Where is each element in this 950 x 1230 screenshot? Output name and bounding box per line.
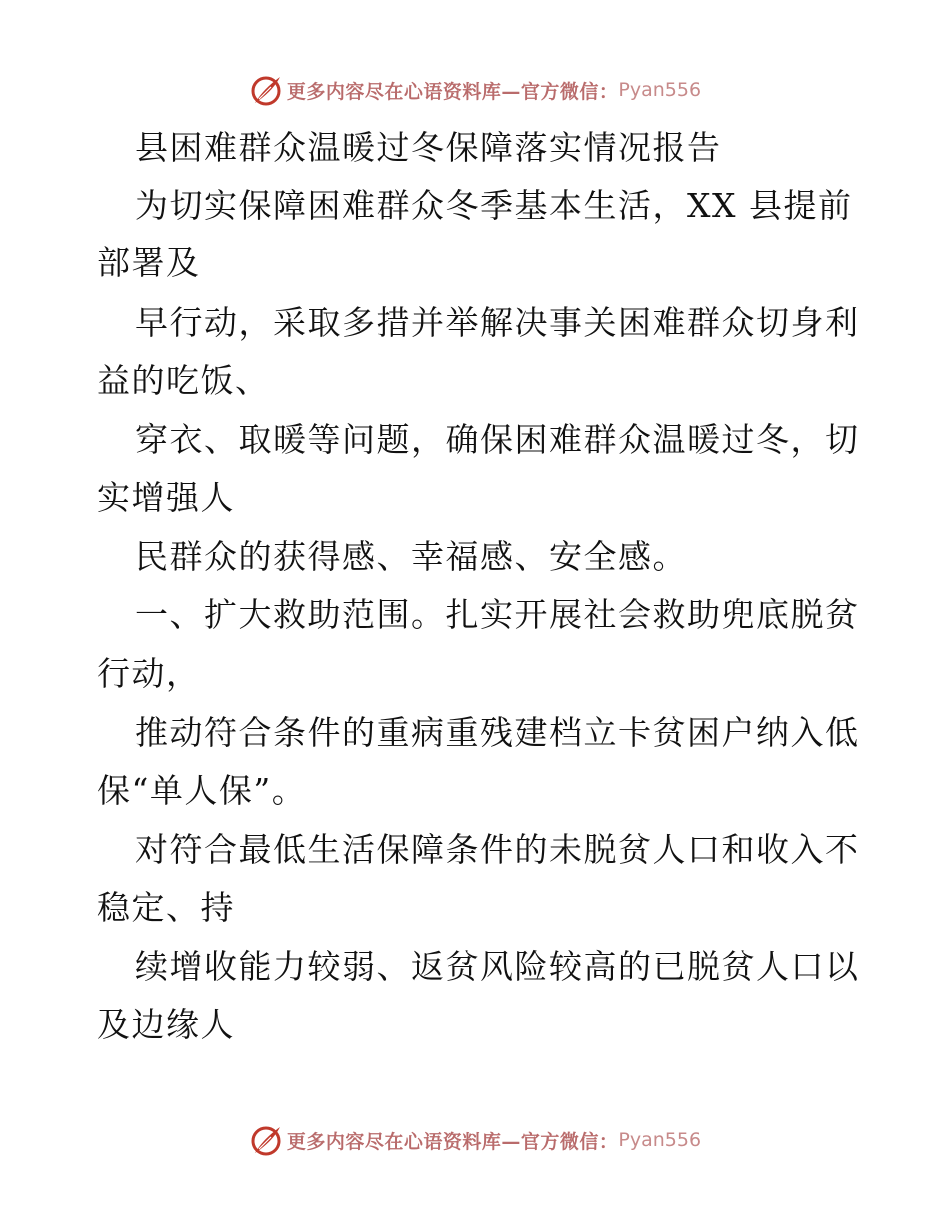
footer-banner <box>0 1120 950 1160</box>
paragraph-line: 部署及 <box>97 243 201 282</box>
paragraph-line: 益的吃饭、 <box>97 361 270 400</box>
header-wechat-id: Pyan556 <box>618 79 702 101</box>
header-banner <box>0 70 950 110</box>
red-quill-logo-icon <box>249 73 283 107</box>
red-quill-logo-icon <box>249 1123 283 1157</box>
section-heading-line: 一、扩大救助范围。扎实开展社会救助兜底脱贫 <box>135 595 860 634</box>
paragraph-line: 及边缘人 <box>97 1005 235 1044</box>
paragraph-line: 实增强人 <box>97 478 235 517</box>
document-title: 县困难群众温暖过冬保障落实情况报告 <box>135 128 722 167</box>
paragraph-line: 续增收能力较弱、返贫风险较高的已脱贫人口以 <box>135 947 860 986</box>
paragraph-line: 早行动，采取多措并举解决事关困难群众切身利 <box>135 303 860 342</box>
paragraph-line: 民群众的获得感、幸福感、安全感。 <box>135 537 687 576</box>
header-banner-text: 更多内容尽在心语资料库—官方微信： <box>286 80 619 103</box>
footer-banner-text: 更多内容尽在心语资料库—官方微信： <box>286 1130 619 1153</box>
paragraph-line: 推动符合条件的重病重残建档立卡贫困户纳入低 <box>135 713 860 752</box>
footer-banner-content <box>249 1123 701 1157</box>
paragraph-line: 对符合最低生活保障条件的未脱贫人口和收入不 <box>135 830 860 869</box>
footer-wechat-id: Pyan556 <box>618 1129 702 1151</box>
paragraph-line: 穿衣、取暖等问题，确保困难群众温暖过冬，切 <box>135 420 860 459</box>
paragraph-line: 行动， <box>97 654 201 693</box>
paragraph-line: 保“单人保”。 <box>97 771 307 810</box>
paragraph-line: 为切实保障困难群众冬季基本生活，XX 县提前 <box>135 186 853 225</box>
paragraph-line: 稳定、持 <box>97 888 235 927</box>
header-banner-content <box>249 73 701 107</box>
